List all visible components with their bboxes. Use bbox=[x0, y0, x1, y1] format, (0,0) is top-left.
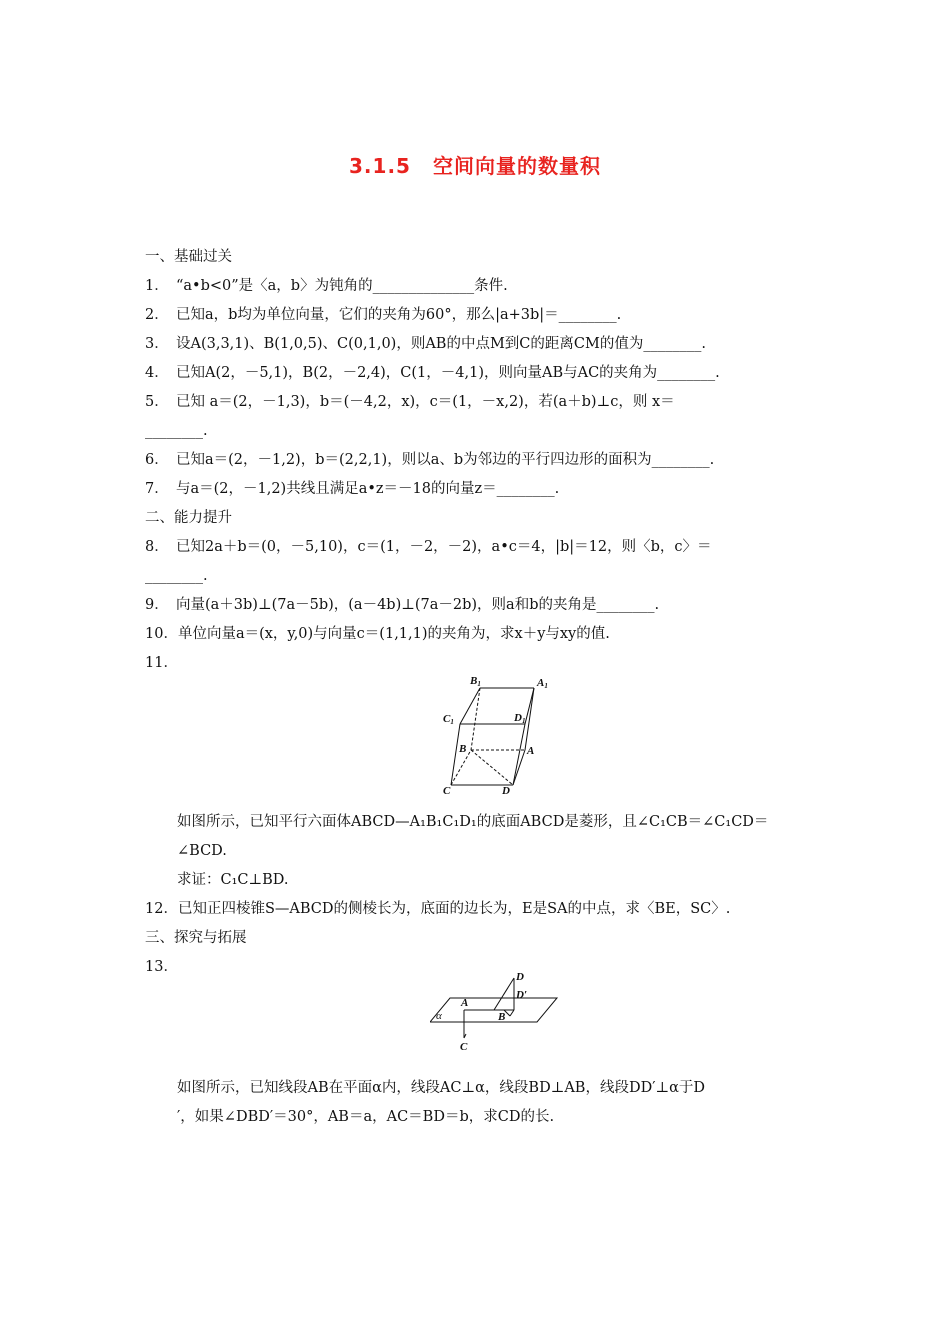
label-c1: C1 bbox=[443, 713, 454, 726]
label-b: B bbox=[498, 1011, 506, 1023]
section-heading-explore: 三、探究与拓展 bbox=[145, 930, 247, 946]
plane-figure bbox=[145, 971, 807, 1074]
problem-13-number: 13． bbox=[145, 959, 178, 975]
section-heading-basic: 一、基础过关 bbox=[145, 249, 232, 265]
label-d: D bbox=[502, 785, 510, 796]
problem-1: 1． “a•b<0”是〈a，b〉为钝角的______________条件. bbox=[145, 278, 508, 294]
exercise-content bbox=[145, 243, 807, 1132]
problem-9: 9． 向量(a＋3b)⊥(7a－5b)，(a－4b)⊥(7a－2b)，则a和b的夹角是________. bbox=[145, 597, 660, 613]
parallelepiped-figure bbox=[145, 675, 807, 808]
problem-11-proof: 求证：C₁C⊥BD. bbox=[177, 872, 289, 888]
section-title: 空间向量的数量积 bbox=[432, 154, 601, 178]
plane-diagram bbox=[430, 970, 560, 1054]
problem-5-blank: ________. bbox=[145, 423, 208, 439]
problem-8-blank: ________. bbox=[145, 568, 208, 584]
problem-6: 6． 已知a＝(2，－1,2)，b＝(2,2,1)，则以a、b为邻边的平行四边形的面积为________. bbox=[145, 452, 715, 468]
label-d-prime: D′ bbox=[516, 989, 528, 1001]
label-b: B bbox=[459, 743, 467, 755]
label-a: A bbox=[461, 997, 469, 1009]
label-alpha: α bbox=[436, 1010, 442, 1022]
problem-10: 10．单位向量a＝(x，y,0)与向量c＝(1,1,1)的夹角为，求x＋y与xy的值. bbox=[145, 626, 610, 642]
label-d: D bbox=[516, 971, 524, 983]
problem-4: 4． 已知A(2，－5,1)，B(2，－2,4)，C(1，－4,1)，则向量AB与AC的夹角为________. bbox=[145, 365, 720, 381]
problem-2: 2． 已知a，b均为单位向量，它们的夹角为60°，那么|a+3b|＝________. bbox=[145, 307, 622, 323]
page-title bbox=[0, 150, 950, 179]
problem-11-text-cont: ∠BCD. bbox=[177, 843, 227, 859]
problem-12: 12．已知正四棱锥S—ABCD的侧棱长为，底面的边长为，E是SA的中点，求〈BE，SC〉. bbox=[145, 901, 731, 917]
problem-11-number: 11． bbox=[145, 655, 178, 671]
label-a1: A1 bbox=[537, 677, 548, 690]
parallelepiped-diagram bbox=[440, 666, 570, 796]
label-c: C bbox=[460, 1041, 468, 1053]
problem-7: 7． 与a＝(2，－1,2)共线且满足a•z＝－18的向量z＝________. bbox=[145, 481, 560, 497]
problem-11-text: 如图所示，已知平行六面体ABCD—A₁B₁C₁D₁的底面ABCD是菱形，且∠C₁CB＝∠C₁CD＝ bbox=[177, 814, 769, 830]
section-number: 3.1.5 bbox=[349, 154, 411, 178]
label-a: A bbox=[527, 745, 535, 757]
section-heading-advanced: 二、能力提升 bbox=[145, 510, 232, 526]
label-d1: D1 bbox=[514, 712, 526, 725]
problem-8: 8． 已知2a＋b＝(0，－5,10)，c＝(1，－2，－2)，a•c＝4，|b|＝12，则〈b，c〉＝ bbox=[145, 539, 712, 555]
label-c: C bbox=[443, 785, 451, 796]
problem-13-text: 如图所示，已知线段AB在平面α内，线段AC⊥α，线段BD⊥AB，线段DD′⊥α于D bbox=[177, 1080, 706, 1096]
problem-5: 5． 已知 a＝(2，－1,3)，b＝(－4,2，x)，c＝(1，－x,2)，若(a＋b)⊥c，则 x＝ bbox=[145, 394, 675, 410]
label-b1: B1 bbox=[470, 675, 481, 688]
problem-3: 3． 设A(3,3,1)、B(1,0,5)、C(0,1,0)，则AB的中点M到C的距离CM的值为________. bbox=[145, 336, 706, 352]
problem-13-text-cont: ′，如果∠DBD′＝30°，AB＝a，AC＝BD＝b，求CD的长. bbox=[177, 1109, 555, 1125]
